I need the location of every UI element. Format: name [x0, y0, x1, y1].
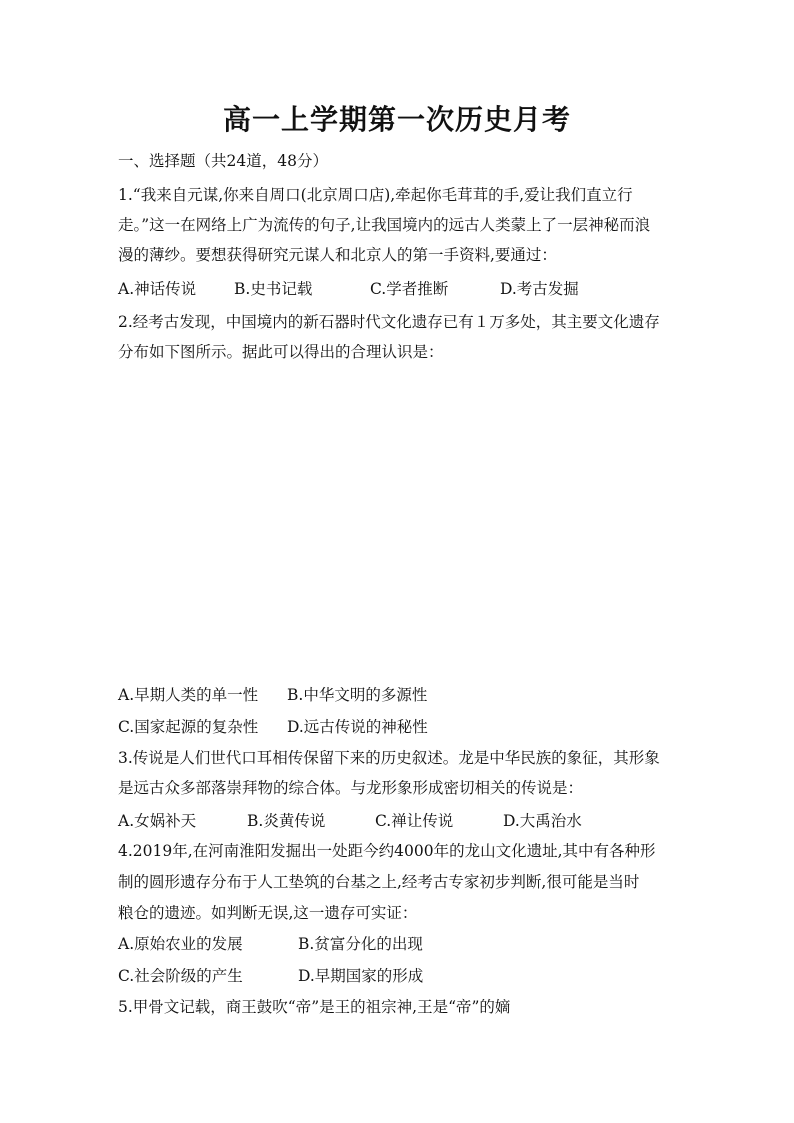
- question-4-line-3: 粮仓的遗迹。如判断无误,这一遗存可实证：: [118, 904, 418, 922]
- question-5-line-1: 5.甲骨文记载，商王鼓吹“帝”是王的祖宗神,王是“帝”的嫡: [118, 998, 511, 1016]
- question-3-line-1: 3.传说是人们世代口耳相传保留下来的历史叙述。龙是中华民族的象征，其形象: [118, 749, 660, 767]
- page-title: 高一上学期第一次历史月考: [222, 103, 571, 136]
- figure-placeholder: [118, 372, 678, 672]
- question-3-option-b: B.炎黄传说: [247, 812, 326, 830]
- question-1-line-3: 漫的薄纱。要想获得研究元谋人和北京人的第一手资料,要通过：: [118, 246, 557, 264]
- section-heading: 一、选择题（共24道，48分）: [118, 152, 328, 170]
- question-3-option-d: D.大禹治水: [503, 812, 582, 830]
- question-2-line-1: 2.经考古发现，中国境内的新石器时代文化遗存已有１万多处，其主要文化遗存: [118, 313, 660, 331]
- question-3-line-2: 是远古众多部落崇拜物的综合体。与龙形象形成密切相关的传说是：: [118, 779, 584, 797]
- question-2-option-a: A.早期人类的单一性: [118, 686, 259, 704]
- question-4-option-c: C.社会阶级的产生: [118, 967, 243, 985]
- question-4-option-a: A.原始农业的发展: [118, 935, 243, 953]
- question-4-line-1: 4.2019年,在河南淮阳发掘出一处距今约4000年的龙山文化遗址,其中有各种形: [118, 842, 656, 860]
- question-4-line-2: 制的圆形遗存分布于人工垫筑的台基之上,经考古专家初步判断,很可能是当时: [118, 873, 640, 891]
- question-2-option-c: C.国家起源的复杂性: [118, 718, 259, 736]
- question-3-option-c: C.禅让传说: [375, 812, 454, 830]
- question-1-option-c: C.学者推断: [370, 280, 449, 298]
- question-3-option-a: A.女娲补天: [118, 812, 197, 830]
- question-4-option-b: B.贫富分化的出现: [298, 935, 423, 953]
- question-1-line-2: 走。”这一在网络上广为流传的句子,让我国境内的远古人类蒙上了一层神秘而浪: [118, 216, 651, 234]
- question-2-option-d: D.远古传说的神秘性: [287, 718, 428, 736]
- question-1-option-d: D.考古发掘: [500, 280, 579, 298]
- question-1-option-a: A.神话传说: [118, 280, 197, 298]
- question-2-line-2: 分布如下图所示。据此可以得出的合理认识是：: [118, 343, 444, 361]
- question-1-line-1: 1.“我来自元谋,你来自周口(北京周口店),牵起你毛茸茸的手,爱让我们直立行: [118, 186, 633, 204]
- question-1-option-b: B.史书记载: [234, 280, 313, 298]
- question-2-option-b: B.中华文明的多源性: [287, 686, 428, 704]
- question-4-option-d: D.早期国家的形成: [298, 967, 424, 985]
